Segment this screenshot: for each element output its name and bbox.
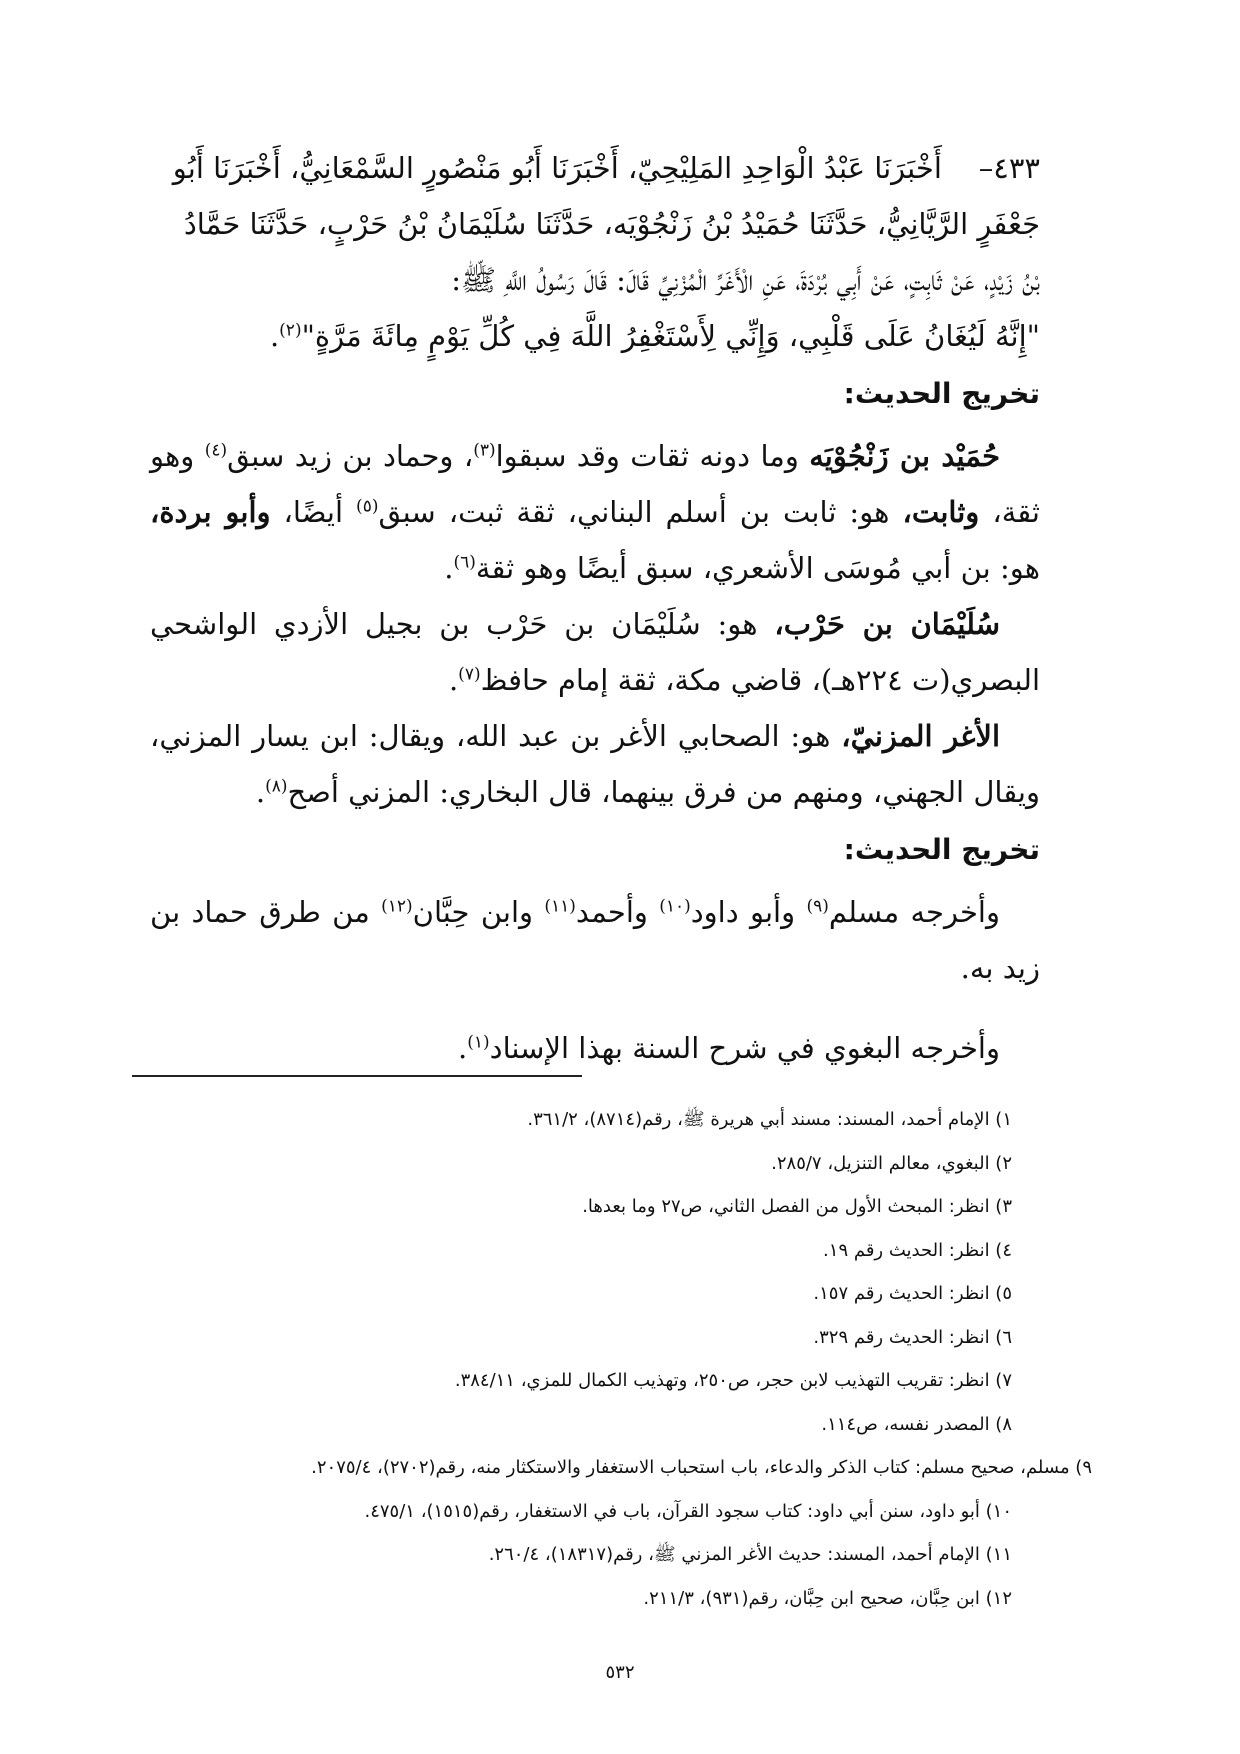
narrator-name: وأبو بردة، — [150, 495, 271, 529]
footnote-ref: (٨) — [265, 776, 288, 797]
footnotes — [150, 1098, 1092, 1620]
footnote-item: ٦) انظر: الحديث رقم ٣٢٩. — [813, 1326, 1012, 1348]
footnote-ref: (٦) — [453, 552, 476, 573]
narrators-paragraph-2: سُلَيْمَان بن حَرْب، هو: سُلَيْمَان بن حَرْب بن بجيل الأزدي الواشحي البصري(ت ٢٢٤هـ)، قاضي مكة، ثقة إمام حافظ$^{(٧)}$. — [150, 607, 1040, 697]
footnote-item: ٥) انظر: الحديث رقم ١٥٧. — [813, 1283, 1012, 1304]
footnote-item: ٧) انظر: تقريب التهذيب لابن حجر، ص٢٥٠، وتهذيب الكمال للمزي، ٣٨٤/١١. — [454, 1370, 1012, 1391]
section-heading-takhrij-1: تخريج الحديث: — [843, 377, 1040, 410]
footnote-divider — [132, 1075, 582, 1077]
footnote-ref: (١) — [467, 1032, 490, 1053]
footnote-item: ١٠) أبو داود، سنن أبي داود: كتاب سجود القرآن، باب في الاستغفار، رقم(١٥١٥)، ٤٧٥/١. — [364, 1500, 1012, 1522]
footnote-ref: (٢) — [279, 320, 302, 341]
footnote-item: ٩) مسلم، صحيح مسلم: كتاب الذكر والدعاء، باب استحباب الاستغفار والاستكثار منه، رقم(٢٧٠٢)، ٢٠٧٥/٤. — [311, 1457, 1092, 1478]
footnote-item: ١) الإمام أحمد، المسند: مسند أبي هريرة ﷺ، رقم(٨٧١٤)، ٣٦١/٢. — [527, 1109, 1012, 1130]
narrators-paragraph-1: حُمَيْد بن زَنْجُوْيَه وما دونه ثقات وقد سبقوا$^{(٣)}$، وحماد بن زيد سبق$^{(٤)}$ وهو ثقة، وثابت، هو: ثابت بن أسلم البناني، ثقة ثبت، سبق$^{(٥)}$ أيضًا، وأبو بردة، هو: بن أبي مُوسَى الأشعري، سبق أيضًا وهو ثقة$^{(٦)}$. — [150, 439, 1040, 585]
narrator-name: الأغر المزنيّ، — [841, 719, 1000, 753]
footnote-item: ٨) المصدر نفسه، ص١١٤. — [821, 1413, 1012, 1435]
hadith-text — [150, 140, 1040, 364]
footnote-ref: (١٢) — [381, 896, 413, 917]
footnote-ref: (١٠) — [659, 896, 691, 917]
narrator-name: سُلَيْمَان بن حَرْب، — [774, 607, 1000, 641]
footnote-item: ١٢) ابن حِبَّان، صحيح ابن حِبَّان، رقم(٩٣١)، ٢١١/٣. — [643, 1587, 1012, 1609]
page-number: ٥٣٢ — [605, 1662, 635, 1683]
footnote-ref: (١١) — [544, 896, 576, 917]
narrator-name: حُمَيْد بن زَنْجُوْيَه — [809, 439, 1000, 473]
footnote-ref: (٧) — [458, 664, 481, 685]
footnote-ref: (٥) — [356, 496, 379, 517]
footnote-item: ٣) انظر: المبحث الأول من الفصل الثاني، ص٢٧ وما بعدها. — [582, 1196, 1012, 1217]
main-text — [150, 140, 1040, 1076]
hadith-number: ٤٣٣– — [978, 151, 1040, 185]
footnote-ref: (٣) — [473, 440, 496, 461]
footnote-item: ٤) انظر: الحديث رقم ١٩. — [823, 1239, 1012, 1261]
narrators-paragraph-3: الأغر المزنيّ، هو: الصحابي الأغر بن عبد الله، ويقال: ابن يسار المزني، ويقال الجهني، ومنهم من فرق بينهما، قال البخاري: المزني أصح$^{(٨)}$. — [150, 719, 1040, 809]
hadith-line-3: بْنُ زَيْدٍ، عَنْ ثَابِتٍ، عَنْ أَبِي بُرْدَةَ، عَنِ الْأَغَرِّ الْمُزْنِيِّ قَالَ: قَالَ رَسُولُ اللَّهِ ﷺ: — [451, 263, 1040, 297]
footnote-item: ٢) البغوي، معالم التنزيل، ٢٨٥/٧. — [771, 1152, 1012, 1174]
footnote-ref: (٩) — [806, 896, 829, 917]
footnote-ref: (٤) — [204, 440, 228, 461]
takhrij-paragraph: وأخرجه مسلم$^{(٩)}$ وأبو داود$^{(١٠)}$ وأحمد$^{(١١)}$ وابن حِبَّان$^{(١٢)}$ من طرق حماد بن زيد به. — [150, 895, 1040, 985]
hadith-line-2: جَعْفَرٍ الرَّيَّانِيُّ، حَدَّثَنَا حُمَيْدُ بْنُ زَنْجُوْيَه، حَدَّثَنَا سُلَيْمَانُ بْنُ حَرْبٍ، حَدَّثَنَا حَمَّادُ — [183, 207, 1040, 241]
narrator-name: وثابت، — [902, 495, 980, 529]
hadith-line-1: ٤٣٣– أَخْبَرَنَا عَبْدُ الْوَاحِدِ المَلِيْحِيّ، أَخْبَرَنَا أَبُو مَنْصُورٍ السَّمْعَانِيُّ، أَخْبَرَنَا أَبُو — [172, 151, 1040, 185]
footnote-item: ١١) الإمام أحمد، المسند: حديث الأغر المزني ﷺ، رقم(١٨٣١٧)، ٢٦٠/٤. — [488, 1544, 1012, 1565]
hadith-line-4: "إِنَّهُ لَيُغَانُ عَلَى قَلْبِي، وَإِنِّي لِأَسْتَغْفِرُ اللَّهَ فِي كُلِّ يَوْمٍ مِائَةَ مَرَّةٍ"$^{(٢)}$. — [269, 319, 1040, 353]
takhrij-final-line: وأخرجه البغوي في شرح السنة بهذا الإسناد$^{(١)}$. — [458, 1031, 1000, 1065]
section-heading-takhrij-2: تخريج الحديث: — [843, 833, 1040, 866]
